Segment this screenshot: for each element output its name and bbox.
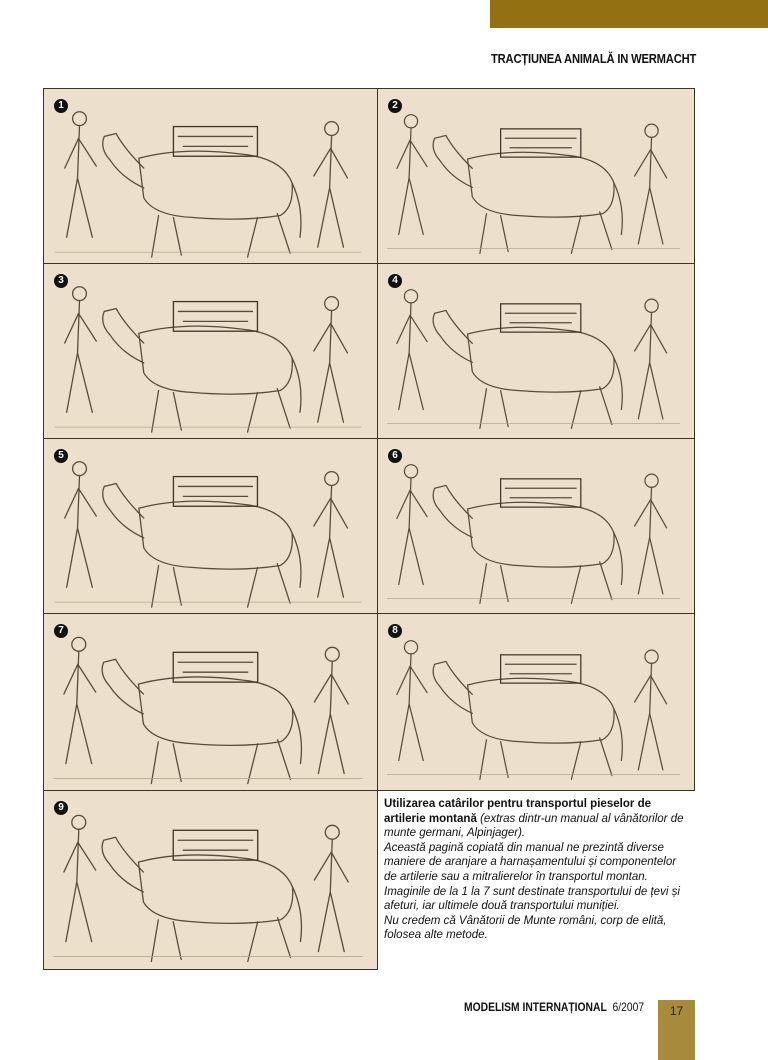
- page-number: 17: [669, 1004, 684, 1018]
- caption-paragraph: Această pagină copiată din manual ne prezintă diverse maniere de aranjare a harnașamentului și componentelor de artilerie sau a mitralierelor în transportul montan. Imaginile de la 1 la 7 sunt destinate transportului de țevi și afeturi, iar ultimele două transportului muniției.: [384, 839, 680, 913]
- magazine-name: MODELISM INTERNAȚIONAL: [464, 1000, 607, 1014]
- illustration-panel-9: [43, 790, 378, 970]
- illustration-panel-3: [43, 263, 378, 439]
- panel-number: 1: [54, 99, 68, 113]
- illustration-panel-1: [43, 88, 378, 264]
- panel-number: 9: [54, 801, 68, 815]
- panel-number: 6: [388, 449, 402, 463]
- issue-number: 6/2007: [612, 1000, 645, 1014]
- illustration-panel-5: [43, 438, 378, 614]
- mule-sketch: [387, 641, 679, 780]
- mule-sketch: [54, 637, 362, 783]
- panel-number: 5: [54, 449, 68, 463]
- illustration-panel-2: [377, 88, 695, 264]
- caption-paragraph: Nu credem că Vânătorii de Munte români, corp de elită, folosea alte metode.: [384, 912, 667, 942]
- mule-sketch: [55, 112, 361, 257]
- panel-number: 4: [388, 274, 402, 288]
- mule-sketch: [387, 465, 679, 604]
- illustration-panel-7: [43, 613, 378, 791]
- caption-title: Utilizarea catârilor pentru transportul pieselor de artilerie montană: [384, 796, 652, 825]
- section-title: TRACȚIUNEA ANIMALĂ IN WERMACHT: [491, 51, 697, 66]
- panel-number: 2: [388, 99, 402, 113]
- mule-sketch: [55, 462, 361, 607]
- mule-sketch: [55, 287, 361, 432]
- mule-sketch: [54, 815, 362, 961]
- accent-bar: [490, 0, 768, 28]
- footer: [464, 1000, 644, 1014]
- page-number-box: [658, 1000, 695, 1060]
- mule-sketch: [387, 290, 679, 429]
- caption-source: (extras dintr-un manual al vânătorilor de munte germani, Alpinjager).: [384, 810, 684, 840]
- mule-sketch: [387, 115, 679, 254]
- illustration-panel-6: [377, 438, 695, 614]
- panel-number: 8: [388, 624, 402, 638]
- caption-text: [384, 796, 689, 942]
- panel-number: 7: [54, 624, 68, 638]
- panel-number: 3: [54, 274, 68, 288]
- illustration-panel-8: [377, 613, 695, 791]
- illustration-panel-4: [377, 263, 695, 439]
